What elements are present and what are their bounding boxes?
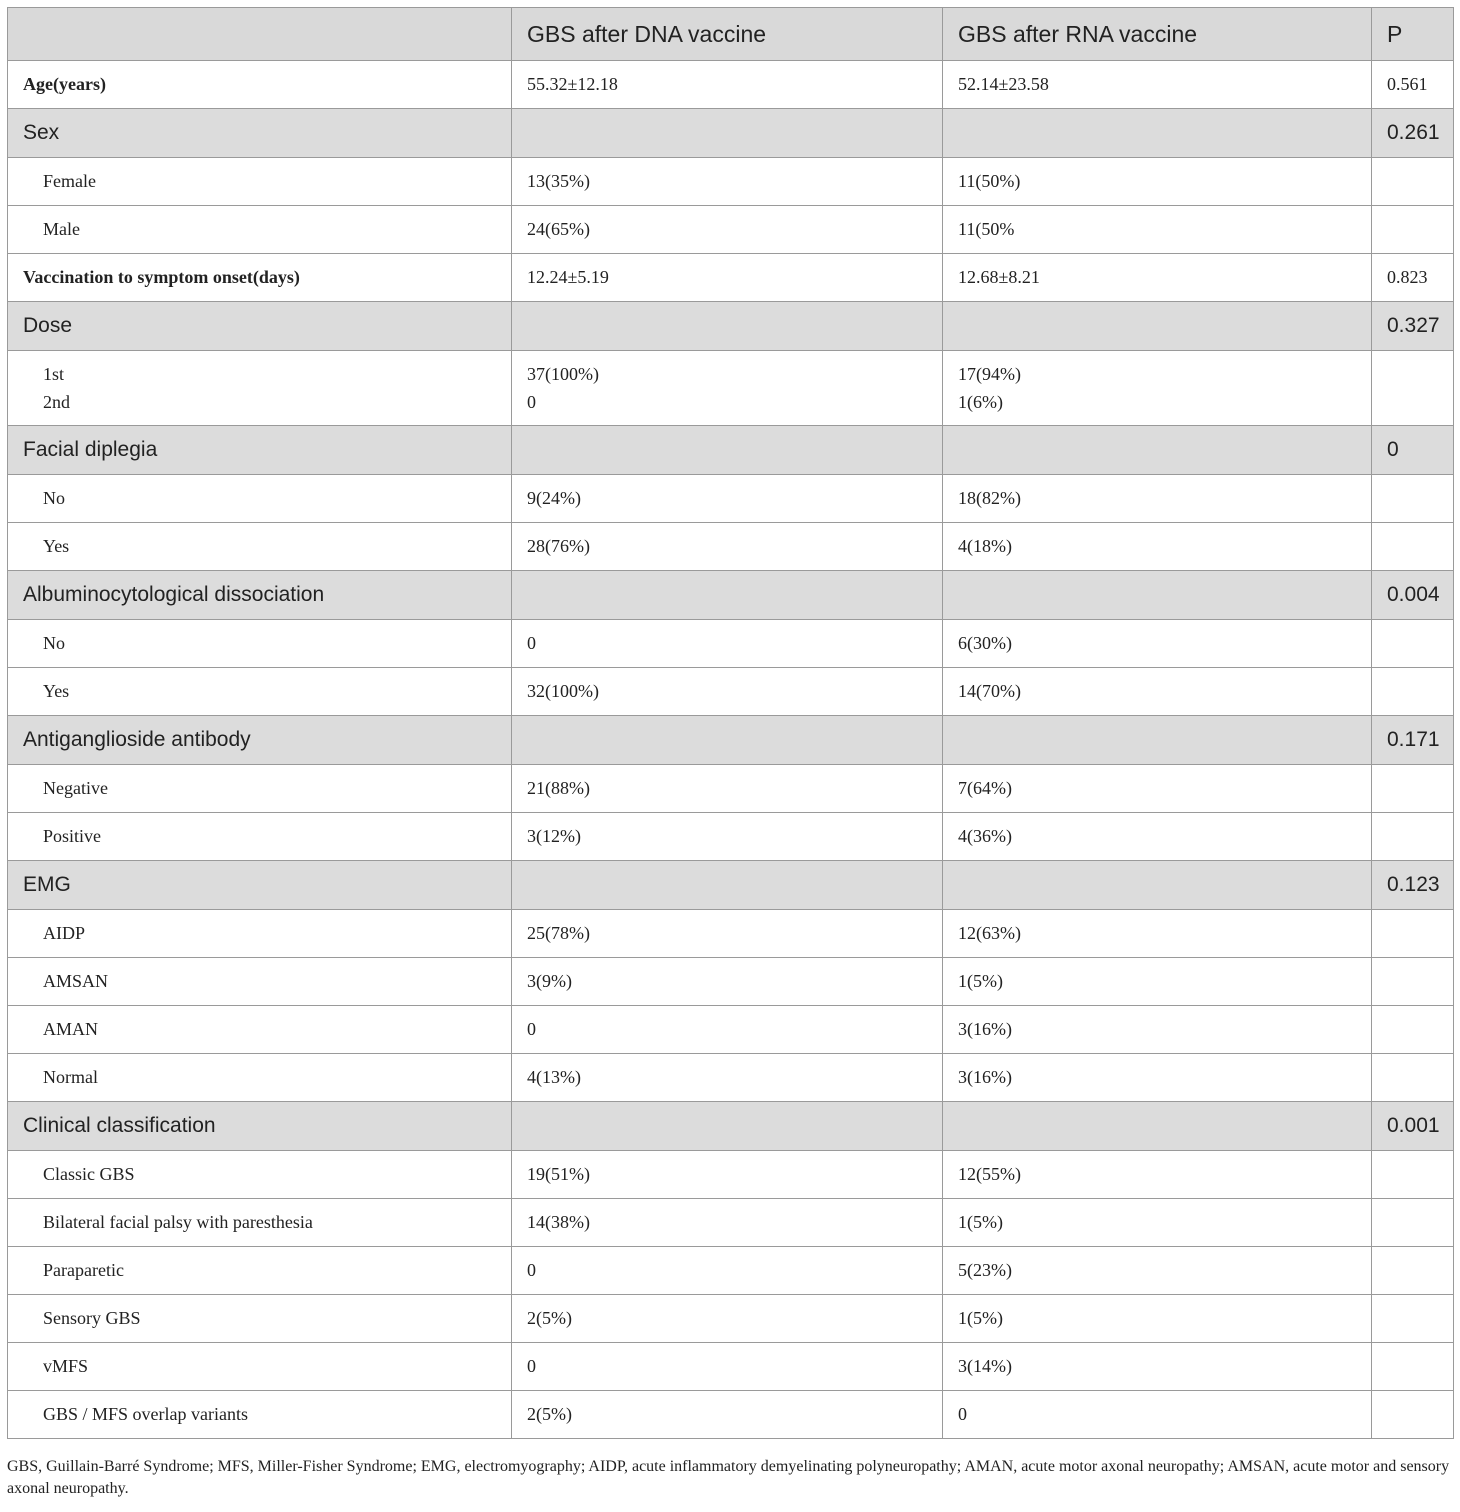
cell-variable: [8, 351, 512, 426]
table-row: [8, 1295, 1454, 1343]
cell-rna-value: 1(5%): [943, 1199, 1372, 1247]
cell-dna-value: [512, 1102, 943, 1151]
cell-rna-value: 1(5%): [943, 1295, 1372, 1343]
cell-dna-value: 19(51%): [512, 1151, 943, 1199]
cell-variable: Vaccination to symptom onset(days): [8, 254, 512, 302]
cell-rna-value: [943, 109, 1372, 158]
cell-variable: Classic GBS: [8, 1151, 512, 1199]
cell-dna-value: 32(100%): [512, 668, 943, 716]
cell-rna-value: 11(50%): [943, 158, 1372, 206]
cell-rna-value: 12(63%): [943, 910, 1372, 958]
cell-p-value: [1372, 1054, 1454, 1102]
cell-dna-value: [512, 716, 943, 765]
cell-p-value: 0.823: [1372, 254, 1454, 302]
cell-p-value: [1372, 1391, 1454, 1439]
cell-variable: Paraparetic: [8, 1247, 512, 1295]
cell-rna-value: [943, 426, 1372, 475]
table-row: [8, 523, 1454, 571]
cell-variable: AMSAN: [8, 958, 512, 1006]
cell-rna-value: [943, 571, 1372, 620]
cell-dna-value: 0: [512, 620, 943, 668]
cell-rna-value: 3(14%): [943, 1343, 1372, 1391]
cell-dna-value: 9(24%): [512, 475, 943, 523]
cell-dna-value: [512, 109, 943, 158]
cell-dna-value: 24(65%): [512, 206, 943, 254]
cell-dna-value: 3(9%): [512, 958, 943, 1006]
cell-variable: Normal: [8, 1054, 512, 1102]
cell-p-value: [1372, 475, 1454, 523]
table-row: [8, 620, 1454, 668]
cell-variable: vMFS: [8, 1343, 512, 1391]
cell-variable: Yes: [8, 668, 512, 716]
cell-variable: No: [8, 620, 512, 668]
section-row: [8, 571, 1454, 620]
cell-dna-value: 0: [512, 1247, 943, 1295]
cell-dna-value: 14(38%): [512, 1199, 943, 1247]
cell-rna-value: [943, 1102, 1372, 1151]
cell-dna-value: 28(76%): [512, 523, 943, 571]
cell-p-value: [1372, 765, 1454, 813]
cell-rna-value: 4(36%): [943, 813, 1372, 861]
cell-dna-value: 21(88%): [512, 765, 943, 813]
cell-dna-value: 12.24±5.19: [512, 254, 943, 302]
header-row: [8, 8, 1454, 61]
cell-variable: Negative: [8, 765, 512, 813]
cell-variable: Antiganglioside antibody: [8, 716, 512, 765]
cell-rna-value: [943, 351, 1372, 426]
cell-variable: Female: [8, 158, 512, 206]
cell-rna-value: 6(30%): [943, 620, 1372, 668]
table-row: [8, 1247, 1454, 1295]
cell-p-value: [1372, 910, 1454, 958]
cell-p-value: 0.004: [1372, 571, 1454, 620]
cell-rna-value: 52.14±23.58: [943, 61, 1372, 109]
section-row: [8, 426, 1454, 475]
cell-dna-value: 2(5%): [512, 1391, 943, 1439]
cell-variable: Male: [8, 206, 512, 254]
table-row: [8, 254, 1454, 302]
cell-variable: Yes: [8, 523, 512, 571]
table-row: [8, 1343, 1454, 1391]
table-row: [8, 1006, 1454, 1054]
cell-p-value: [1372, 1343, 1454, 1391]
cell-dna-value: [512, 426, 943, 475]
cell-p-value: [1372, 523, 1454, 571]
table-body: [8, 61, 1454, 1439]
cell-rna-value: 18(82%): [943, 475, 1372, 523]
cell-dna-value: 25(78%): [512, 910, 943, 958]
table-row: [8, 910, 1454, 958]
cell-rna-value: 5(23%): [943, 1247, 1372, 1295]
cell-p-value: [1372, 1199, 1454, 1247]
cell-variable: EMG: [8, 861, 512, 910]
header-cell-p: P: [1372, 8, 1454, 61]
cell-dna-value: 55.32±12.18: [512, 61, 943, 109]
section-row: [8, 716, 1454, 765]
cell-rna-value: 3(16%): [943, 1006, 1372, 1054]
cell-variable: Sensory GBS: [8, 1295, 512, 1343]
cell-variable: Dose: [8, 302, 512, 351]
cell-rna-value: [943, 861, 1372, 910]
table-row: [8, 813, 1454, 861]
cell-p-value: [1372, 206, 1454, 254]
table-row: [8, 475, 1454, 523]
cell-variable: Positive: [8, 813, 512, 861]
cell-line: 2nd: [43, 392, 70, 412]
cell-rna-value: 4(18%): [943, 523, 1372, 571]
cell-variable: AIDP: [8, 910, 512, 958]
section-row: [8, 861, 1454, 910]
cell-p-value: 0.123: [1372, 861, 1454, 910]
cell-p-value: [1372, 668, 1454, 716]
cell-variable: AMAN: [8, 1006, 512, 1054]
cell-dna-value: [512, 861, 943, 910]
cell-p-value: [1372, 1006, 1454, 1054]
table-row: [8, 158, 1454, 206]
cell-p-value: 0.261: [1372, 109, 1454, 158]
cell-dna-value: [512, 571, 943, 620]
cell-p-value: [1372, 351, 1454, 426]
cell-variable: Bilateral facial palsy with paresthesia: [8, 1199, 512, 1247]
cell-dna-value: [512, 302, 943, 351]
cell-rna-value: 1(5%): [943, 958, 1372, 1006]
cell-p-value: [1372, 1151, 1454, 1199]
cell-dna-value: [512, 351, 943, 426]
table-row: [8, 1199, 1454, 1247]
table-row: [8, 206, 1454, 254]
header-cell-rna: GBS after RNA vaccine: [943, 8, 1372, 61]
cell-p-value: 0.001: [1372, 1102, 1454, 1151]
table-footnote: GBS, Guillain-Barré Syndrome; MFS, Miller-Fisher Syndrome; EMG, electromyography; AIDP, acute inflammatory demyelinating polyneuropathy; AMAN, acute motor axonal neuropathy; AMSAN, acute motor and sensory axonal neuropathy.: [7, 1458, 1450, 1497]
cell-rna-value: 12.68±8.21: [943, 254, 1372, 302]
header-cell-label: [8, 8, 512, 61]
cell-p-value: [1372, 1247, 1454, 1295]
cell-rna-value: 7(64%): [943, 765, 1372, 813]
table-row: [8, 1391, 1454, 1439]
section-row: [8, 1102, 1454, 1151]
cell-p-value: [1372, 813, 1454, 861]
table-row: [8, 958, 1454, 1006]
table-row: [8, 765, 1454, 813]
cell-dna-value: 3(12%): [512, 813, 943, 861]
cell-rna-value: 14(70%): [943, 668, 1372, 716]
cell-p-value: [1372, 158, 1454, 206]
cell-rna-value: 12(55%): [943, 1151, 1372, 1199]
cell-rna-value: [943, 302, 1372, 351]
cell-dna-value: 0: [512, 1006, 943, 1054]
cell-dna-value: 2(5%): [512, 1295, 943, 1343]
table-row: [8, 1151, 1454, 1199]
cell-variable: GBS / MFS overlap variants: [8, 1391, 512, 1439]
cell-variable: Age(years): [8, 61, 512, 109]
cell-line: 17(94%): [958, 364, 1021, 384]
cell-p-value: 0.171: [1372, 716, 1454, 765]
cell-rna-value: 0: [943, 1391, 1372, 1439]
cell-dna-value: 4(13%): [512, 1054, 943, 1102]
cell-variable: Facial diplegia: [8, 426, 512, 475]
cell-variable: Sex: [8, 109, 512, 158]
cell-variable: Clinical classification: [8, 1102, 512, 1151]
table-row: [8, 351, 1454, 426]
section-row: [8, 302, 1454, 351]
table-row: [8, 61, 1454, 109]
cell-line: 1st: [43, 364, 65, 384]
table-row: [8, 1054, 1454, 1102]
cell-p-value: [1372, 620, 1454, 668]
cell-rna-value: 3(16%): [943, 1054, 1372, 1102]
header-cell-dna: GBS after DNA vaccine: [512, 8, 943, 61]
cell-variable: Albuminocytological dissociation: [8, 571, 512, 620]
section-row: [8, 109, 1454, 158]
cell-variable: No: [8, 475, 512, 523]
cell-rna-value: 11(50%: [943, 206, 1372, 254]
table-row: [8, 668, 1454, 716]
cell-dna-value: 13(35%): [512, 158, 943, 206]
cell-line: 0: [527, 392, 536, 412]
cell-rna-value: [943, 716, 1372, 765]
data-table: [7, 7, 1454, 1439]
cell-p-value: [1372, 1295, 1454, 1343]
cell-p-value: [1372, 958, 1454, 1006]
cell-line: 37(100%): [527, 364, 599, 384]
cell-p-value: 0: [1372, 426, 1454, 475]
cell-dna-value: 0: [512, 1343, 943, 1391]
cell-p-value: 0.327: [1372, 302, 1454, 351]
cell-p-value: 0.561: [1372, 61, 1454, 109]
cell-line: 1(6%): [958, 392, 1003, 412]
table-header: [8, 8, 1454, 61]
